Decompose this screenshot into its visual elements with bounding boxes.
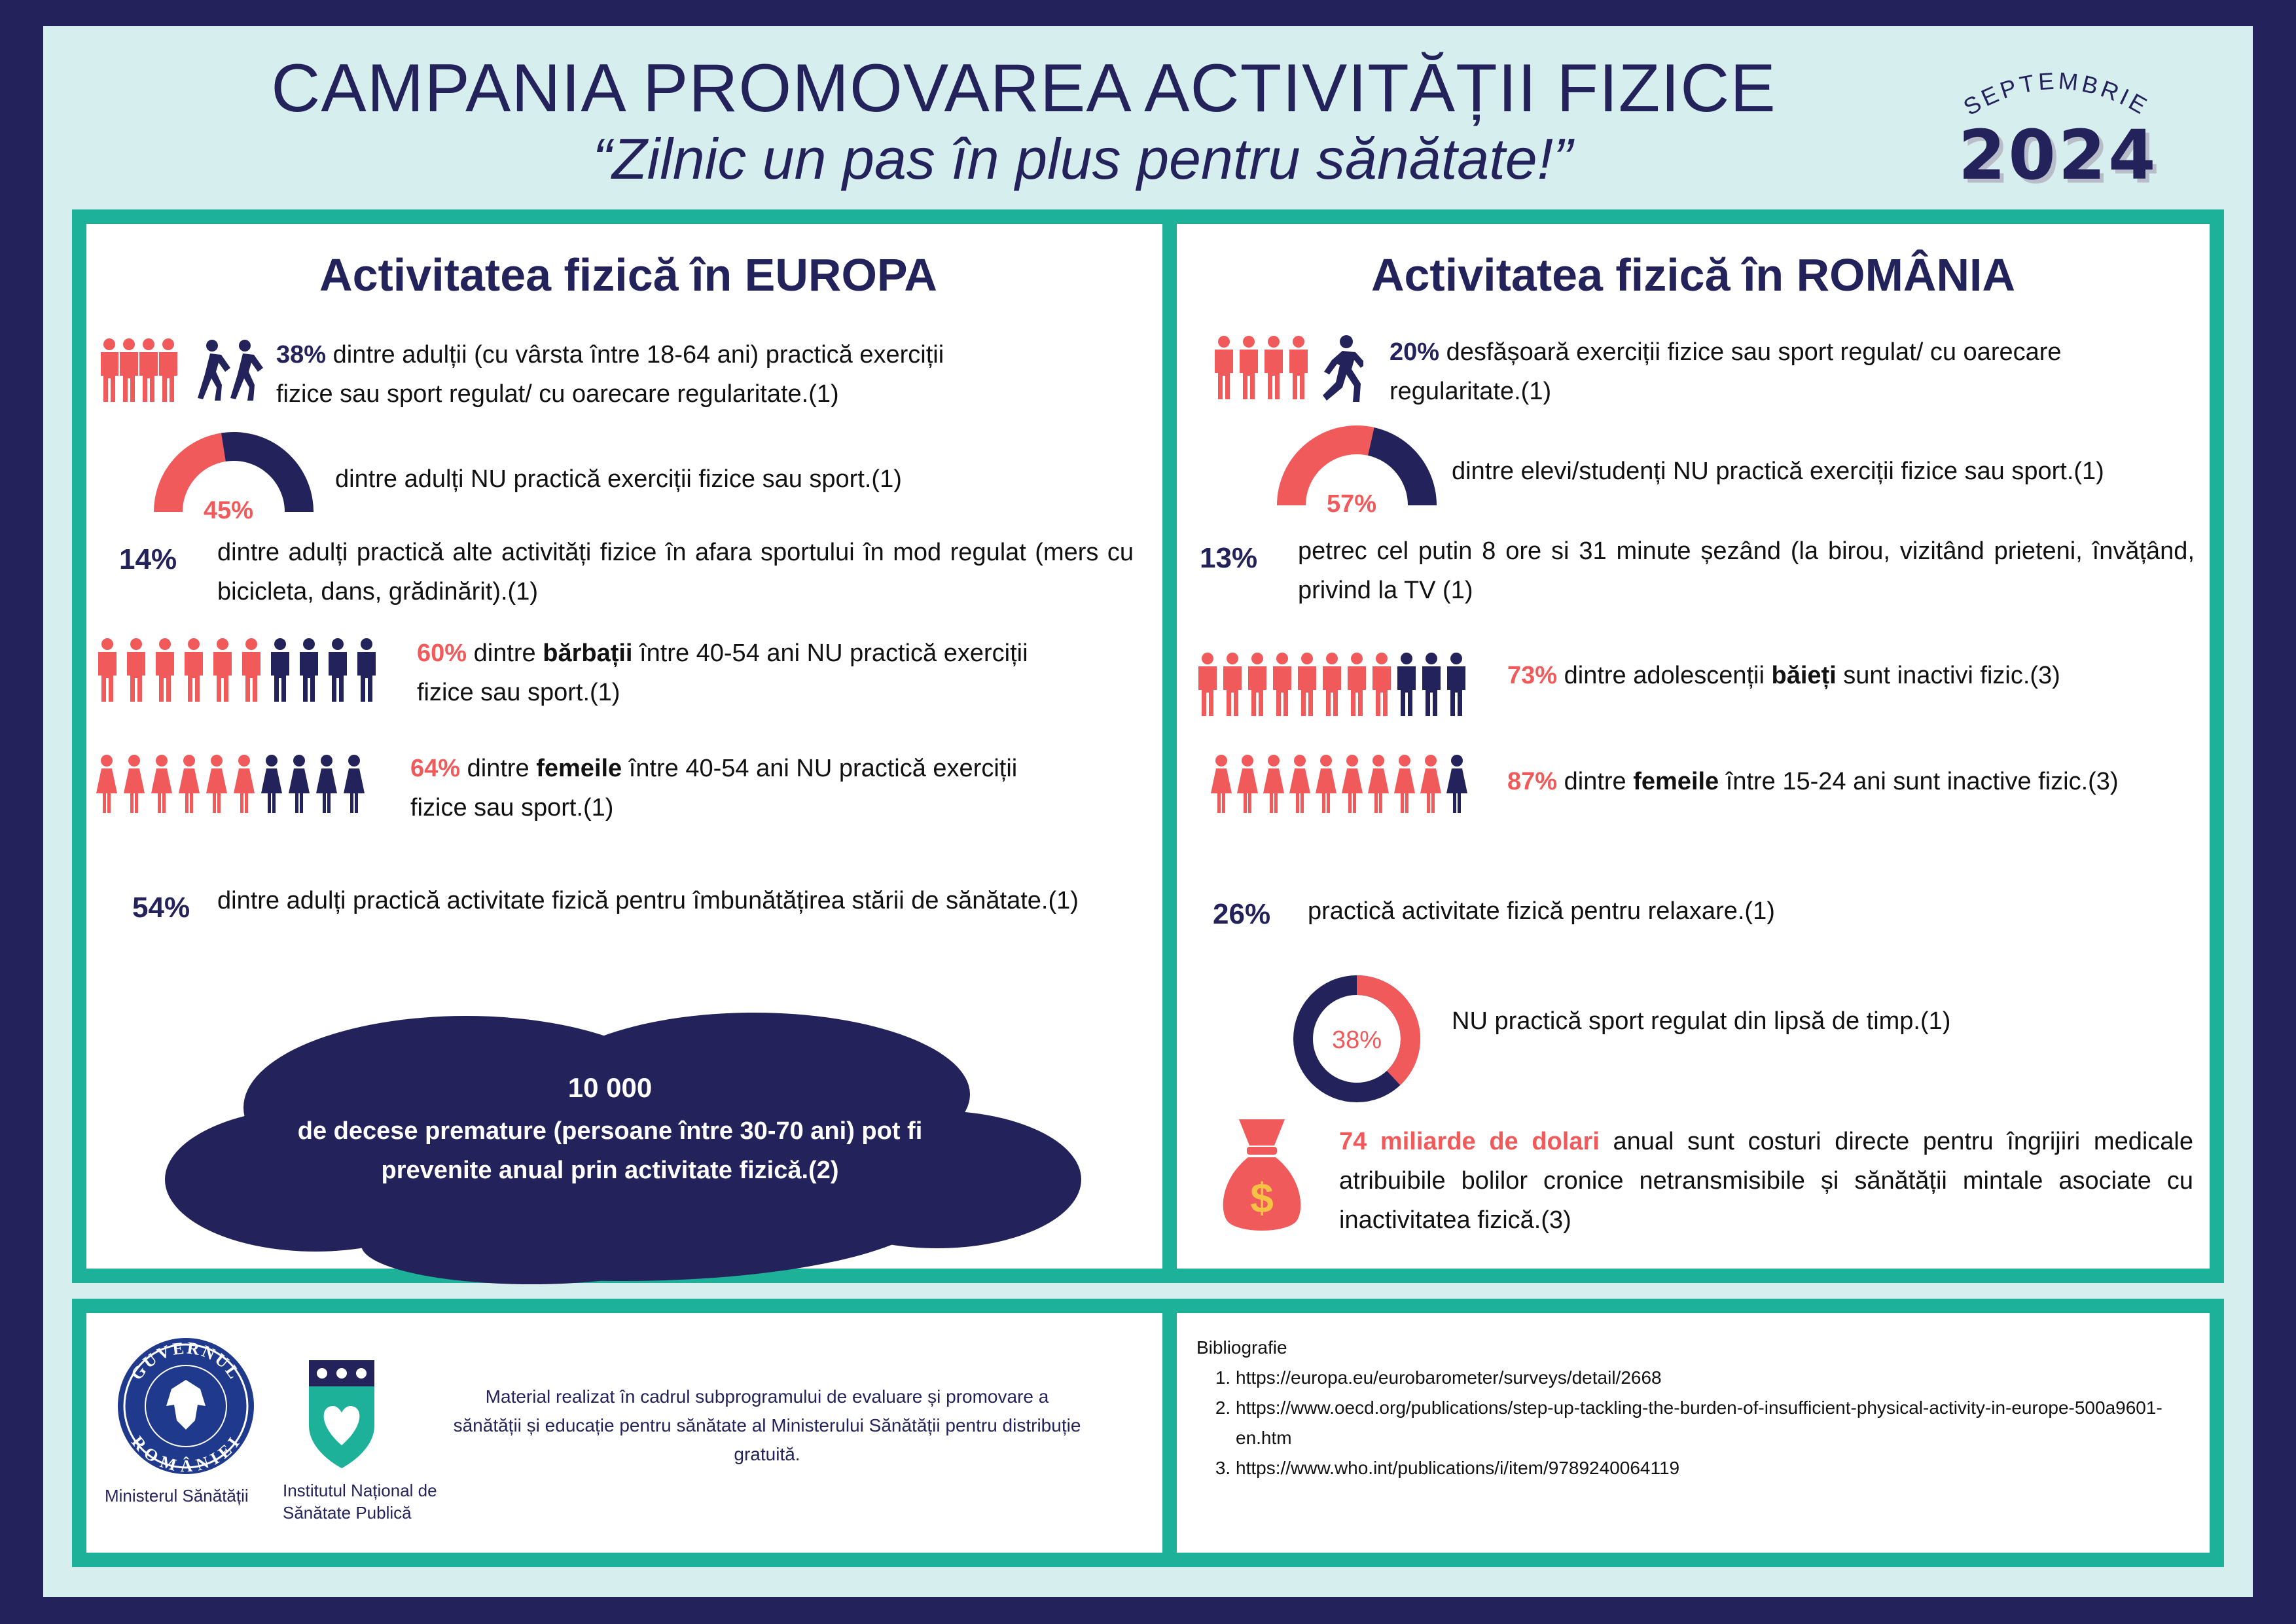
footer-logos-panel — [72, 1299, 1185, 1567]
people-runner-icon — [1213, 334, 1350, 409]
romania-stat-6: practică activitate fizică pentru relaxare.(1) — [1308, 897, 1775, 925]
man-icon — [156, 638, 174, 702]
man-icon — [1298, 653, 1316, 716]
europa-stat-3-pct: 14% — [119, 543, 177, 575]
man-icon — [357, 638, 376, 702]
man-icon — [98, 638, 117, 702]
europa-stat-2: dintre adulți NU practică exerciții fizice sau sport.(1) — [335, 465, 902, 493]
gauge-label: 57% — [1326, 490, 1377, 518]
woman-icon — [1289, 755, 1310, 813]
europa-gauge-45 — [152, 427, 315, 528]
bibliography — [1196, 1333, 2165, 1483]
cloud-number: 10 000 — [567, 1072, 653, 1103]
runner-icon — [1318, 334, 1363, 406]
man-icon — [242, 638, 260, 702]
svg-text:$: $ — [1250, 1174, 1274, 1221]
men-icons — [94, 636, 382, 712]
woman-icon — [261, 755, 282, 813]
woman-icon — [124, 755, 145, 813]
seal-top-text: GUVERNUL — [127, 1338, 245, 1384]
gauge-rest — [1371, 441, 1422, 505]
cloud-text: de decese premature (persoane între 30-70 ani) pot fi prevenite anual prin activitate fizică.(2) — [297, 1117, 923, 1184]
romania-title: Activitatea fizică în ROMÂNIA — [1371, 249, 2016, 300]
bibliography-item: 2. https://www.oecd.org/publications/step-up-tackling-the-burden-of-insufficient-physical-activity-in-europe-500a9601-en.htm — [1236, 1393, 2165, 1453]
page-title: CAMPANIA PROMOVAREA ACTIVITĂȚII FIZICE — [271, 50, 1776, 126]
page-subtitle: “Zilnic un pas în plus pentru sănătate!” — [592, 126, 1573, 191]
man-icon — [101, 338, 118, 402]
donut-label: 38% — [1331, 1026, 1382, 1054]
woman-icon — [1237, 755, 1258, 813]
woman-icon — [1316, 755, 1336, 813]
man-icon — [1265, 336, 1283, 399]
woman-icon — [1211, 755, 1232, 813]
man-icon — [1447, 653, 1465, 716]
bibliography-item: 1. https://europa.eu/eurobarometer/surveys/detail/2668 — [1236, 1363, 2165, 1393]
woman-icon — [1446, 755, 1467, 813]
romania-stat-8: 74 miliarde de dolari anual sunt costuri directe pentru îngrijiri medicale atribuibile bolilor cronice netransmisibile și sănătății mintale asociate cu inactivitatea fizică.(3) — [1339, 1128, 2193, 1234]
europa-stat-5: 64% dintre femeile între 40-54 ani NU practică exerciții fizice sau sport.(1) — [410, 755, 1018, 821]
woman-icon — [179, 755, 200, 813]
woman-icon — [316, 755, 337, 813]
woman-icon — [1342, 755, 1363, 813]
svg-text:SEPTEMBRIE — [1959, 67, 2154, 120]
romania-gauge-57 — [1275, 420, 1439, 522]
man-icon — [271, 638, 289, 702]
gauge-label: 45% — [203, 497, 254, 524]
insp-logo-icon — [299, 1354, 384, 1475]
man-icon — [139, 338, 158, 402]
europa-stat-6: dintre adulți practică activitate fizică pentru îmbunătățirea stării de sănătate.(1) — [217, 887, 1079, 914]
women-icons — [94, 753, 382, 821]
woman-icon — [1263, 755, 1284, 813]
bibliography-panel — [1162, 1299, 2224, 1567]
people-walking-icon — [101, 336, 271, 408]
europa-stat-4: 60% dintre bărbații între 40-54 ani NU practică exerciții fizice sau sport.(1) — [417, 640, 1028, 706]
man-icon — [1289, 336, 1308, 399]
infographic-sheet — [43, 26, 2253, 1597]
woman-icon — [151, 755, 172, 813]
year-label: 2024 — [1958, 115, 2159, 195]
walker-icon — [192, 336, 264, 408]
man-icon — [185, 638, 203, 702]
date-badge — [1958, 56, 2159, 195]
europa-stat-3: dintre adulți practică alte activități fizice în afara sportului în mod regulat (mers cu bicicleta, dans, grădinărit).(1) — [217, 539, 1134, 605]
europa-panel — [72, 209, 1185, 1283]
man-icon — [213, 638, 232, 702]
man-icon — [127, 638, 145, 702]
money-bag-icon — [1219, 1114, 1304, 1242]
romania-stat-1: 20% desfășoară exerciții fizice sau sport regulat/ cu oarecare regularitate.(1) — [1390, 338, 2062, 405]
bibliography-item: 3. https://www.who.int/publications/i/item/9789240064119 — [1236, 1453, 2165, 1483]
romania-stat-7: NU practică sport regulat din lipsă de timp.(1) — [1452, 1007, 1951, 1035]
man-icon — [1240, 336, 1258, 399]
romania-panel — [1162, 209, 2224, 1283]
romania-donut-38 — [1288, 970, 1426, 1111]
man-icon — [329, 638, 347, 702]
europa-stat-1: 38% dintre adulții (cu vârsta între 18-64 ani) practică exerciții fizice sau sport regulat/ cu oarecare regularitate.(1) — [276, 341, 944, 408]
insp-caption: Institutul Național de Sănătate Publică — [283, 1481, 437, 1523]
man-icon — [1422, 653, 1441, 716]
material-note: Material realizat în cadrul subprogramului de evaluare și promovare a sănătății și educație pentru sănătate al Ministerului Sănătății pentru distribuție gratuită. — [453, 1386, 1081, 1464]
man-icon — [120, 338, 138, 402]
romania-stat-3: petrec cel putin 8 ore si 31 minute șezând (la birou, vizitând prieteni, învățând, privind la TV (1) — [1298, 537, 2195, 604]
month-arc — [1958, 56, 2155, 122]
man-icon — [1215, 336, 1233, 399]
man-icon — [1223, 653, 1242, 716]
romania-stat-3-pct: 13% — [1200, 542, 1258, 574]
man-icon — [1348, 653, 1366, 716]
month-label: SEPTEMBRIE — [1958, 67, 2155, 121]
woman-icon — [234, 755, 255, 813]
man-icon — [1397, 653, 1416, 716]
man-icon — [1198, 653, 1217, 716]
europa-stat-6-pct: 54% — [132, 892, 190, 924]
woman-icon — [1420, 755, 1441, 813]
man-icon — [159, 338, 177, 402]
government-caption: Ministerul Sănătății — [105, 1486, 249, 1506]
man-icon — [1248, 653, 1266, 716]
seal-bottom-text: ROMÂNIEI — [128, 1432, 245, 1476]
romania-stat-2: dintre elevi/studenți NU practică exerciții fizice sau sport.(1) — [1452, 458, 2104, 485]
woman-icon — [1394, 755, 1415, 813]
man-icon — [1323, 653, 1341, 716]
woman-icon — [96, 755, 117, 813]
woman-icon — [206, 755, 227, 813]
man-icon — [1372, 653, 1391, 716]
europa-title: Activitatea fizică în EUROPA — [319, 249, 937, 300]
government-seal-icon — [114, 1334, 258, 1481]
man-icon — [300, 638, 318, 702]
man-icon — [1273, 653, 1291, 716]
bibliography-heading: Bibliografie — [1196, 1337, 1287, 1358]
romania-stat-4: 73% dintre adolescenții băieți sunt inactivi fizic.(3) — [1507, 662, 2060, 689]
boys-icons — [1196, 651, 1478, 719]
romania-stat-5: 87% dintre femeile între 15-24 ani sunt inactive fizic.(3) — [1507, 768, 2119, 795]
woman-icon — [344, 755, 365, 813]
woman-icon — [289, 755, 310, 813]
woman-icon — [1368, 755, 1389, 813]
romania-stat-6-pct: 26% — [1213, 898, 1271, 930]
girls-icons — [1210, 753, 1484, 821]
